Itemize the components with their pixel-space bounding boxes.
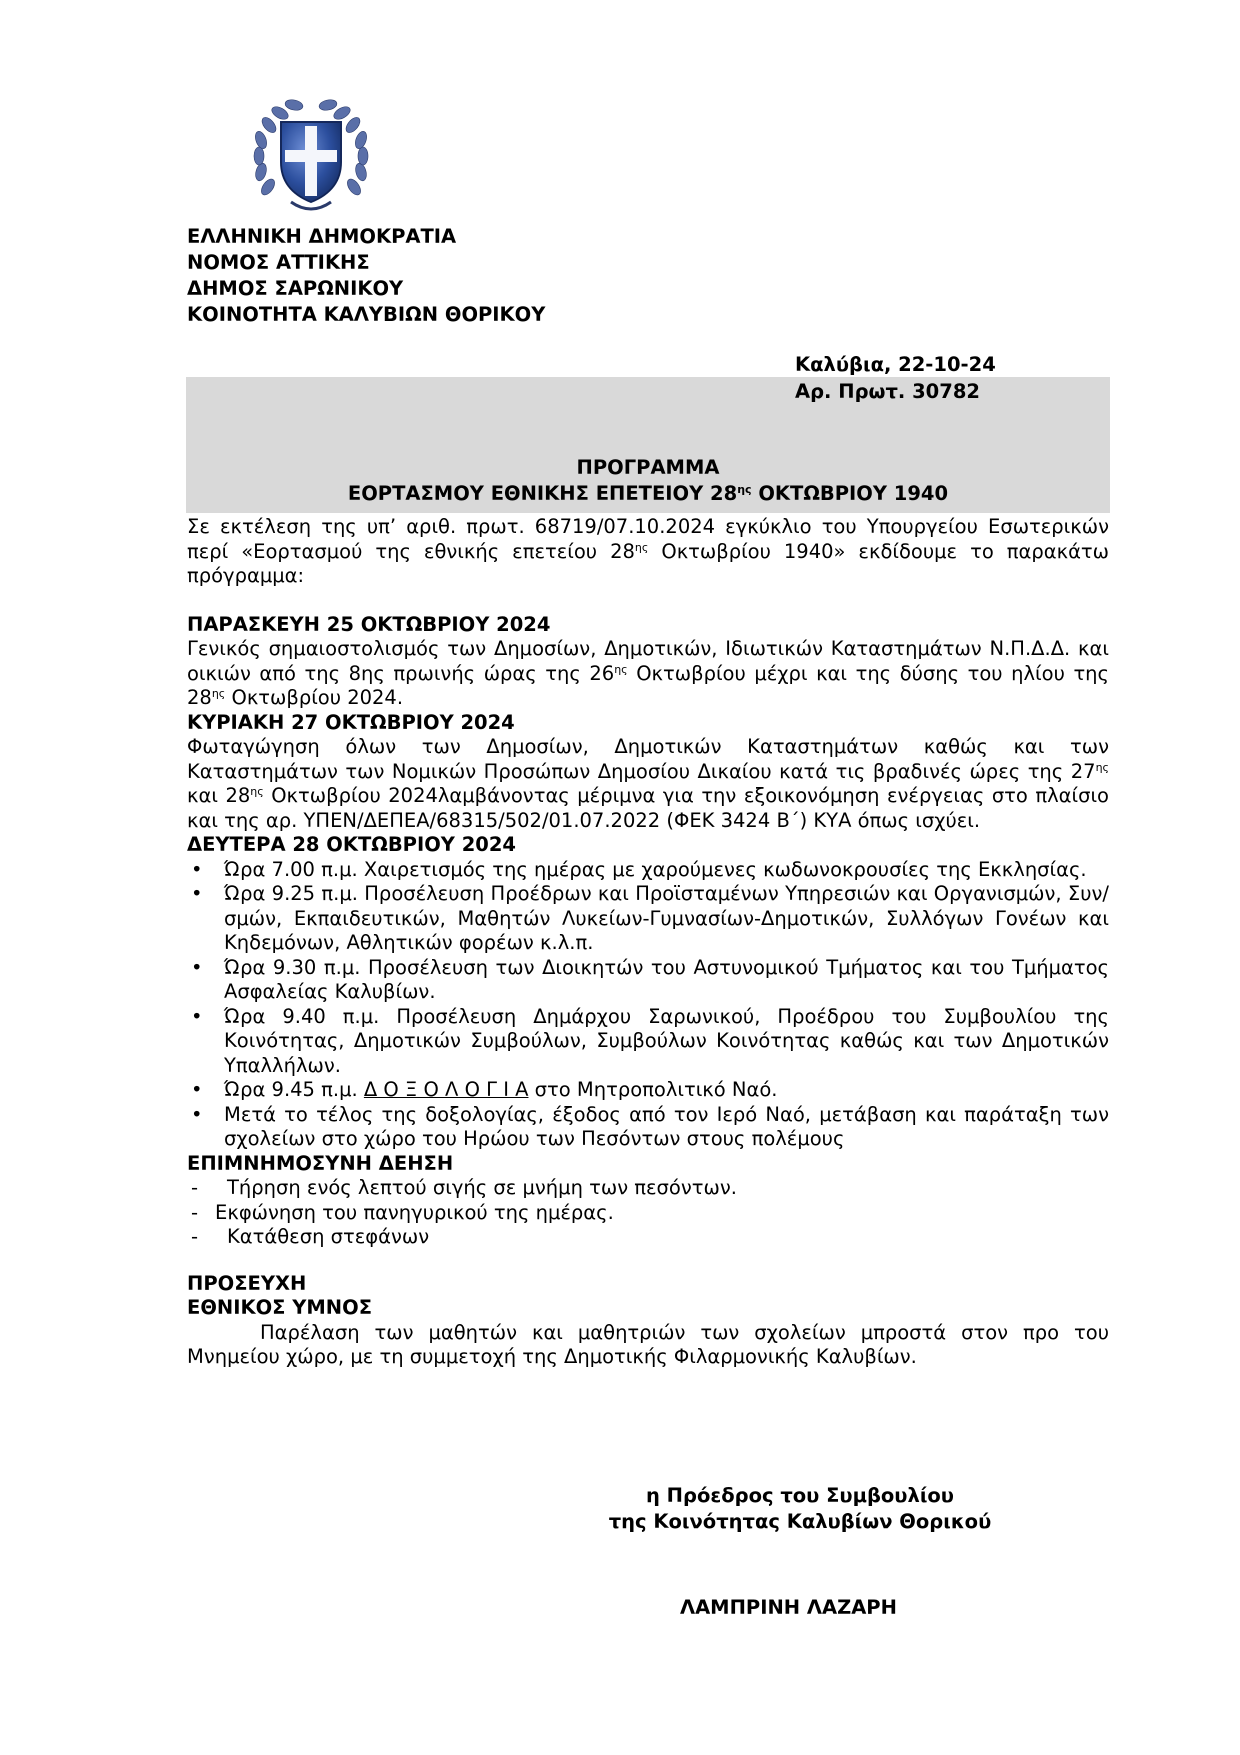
schedule-text: Ώρα 9.30 π.μ. Προσέλευση των Διοικητών του Αστυνομικού Τμήματος και του Τμήματος Ασφαλείας Καλυβίων. <box>224 955 1109 1003</box>
schedule-text: Ώρα 9.40 π.μ. Προσέλευση Δημάρχου Σαρωνικού, Προέδρου του Συμβουλίου της Κοινότητας, Δημοτικών Συμβούλων, Συμβούλων Κοινότητας καθώς και των Δημοτικών Υπαλλήλων. <box>224 1004 1109 1077</box>
anthem-heading: ΕΘΝΙΚΟΣ ΥΜΝΟΣ <box>187 1296 373 1319</box>
list-item <box>187 1176 1109 1201</box>
list-item <box>187 882 1109 956</box>
signature-line-1: η Πρόεδρος του Συμβουλίου <box>646 1484 954 1507</box>
list-item <box>187 858 1109 883</box>
memorial-list <box>187 1176 1109 1250</box>
state-emblem-icon <box>246 92 376 222</box>
document-title <box>186 455 1110 507</box>
intro-text: Σε εκτέλεση της υπ’ αριθ. πρωτ. 68719/07.10.2024 εγκύκλιο του Υπουργείου Εσωτερικών περί «Εορτασμού της εθνικής επετείου 28 <box>187 515 1109 563</box>
header-line-2: ΝΟΜΟΣ ΑΤΤΙΚΗΣ <box>187 251 370 274</box>
intro-paragraph <box>187 515 1109 589</box>
sunday-text-b: και 28 <box>187 784 251 807</box>
schedule-text: Ώρα 9.25 π.μ. Προσέλευση Προέδρων και Προϊσταμένων Υπηρεσιών και Οργανισμών, Συν/σμών, Εκπαιδευτικών, Μαθητών Λυκείων-Γυμνασίων-Δημοτικών, Συλλόγων Γονέων και Κηδεμόνων, Αθλητικών φορέων κ.λ.π. <box>224 882 1109 954</box>
friday-text-a: Γενικός σημαιοστολισμός των Δημοσίων, Δημοτικών, Ιδιωτικών Καταστημάτων Ν.Π.Δ.Δ. και οικιών από της 8ης πρωινής ώρας της 26 <box>187 637 1109 685</box>
signatory-name: ΛΑΜΠΡΙΝΗ ΛΑΖΑΡΗ <box>680 1596 897 1619</box>
date-protocol-block <box>795 351 996 405</box>
friday-text-b: Οκτωβρίου μέχρι και της δύσης του ηλίου της 28 <box>187 661 1109 709</box>
bullet-icon: • <box>191 1102 203 1126</box>
monday-heading: ΔΕΥΤΕΡΑ 28 ΟΚΤΩΒΡΙΟΥ 2024 <box>187 833 516 856</box>
title-ordinal: ης <box>737 483 752 496</box>
monday-schedule-list <box>187 858 1109 1152</box>
bullet-icon: • <box>191 1078 203 1101</box>
sunday-text-c: Οκτωβρίου 2024λαμβάνοντας μέριμνα για την εξοικονόμηση ενέργειας στο πλαίσιο και της αρ. ΥΠΕΝ/ΔΕΠΕΑ/68315/502/01.07.2022 (ΦΕΚ 3424 Β΄) ΚΥΑ όπως ισχύει. <box>187 784 1109 832</box>
friday-text-c: Οκτωβρίου 2024. <box>225 686 404 709</box>
doxology-label: Δ Ο Ξ Ο Λ Ο Γ Ι Α <box>363 1078 529 1101</box>
friday-heading: ΠΑΡΑΣΚΕΥΗ 25 ΟΚΤΩΒΡΙΟΥ 2024 <box>187 612 551 636</box>
document-date: Καλύβια, 22-10-24 <box>795 353 996 376</box>
memorial-text: Εκφώνηση του πανηγυρικού της ημέρας. <box>215 1200 614 1224</box>
title-text: ΕΟΡΤΑΣΜΟΥ ΕΘΝΙΚΗΣ ΕΠΕΤΕΙΟΥ 28 <box>347 482 738 505</box>
sunday-paragraph <box>187 735 1109 833</box>
intro-text-end: Οκτωβρίου 1940» εκδίδουμε το παρακάτω πρόγραμμα: <box>187 539 1109 587</box>
schedule-text: Ώρα 9.45 π.μ. <box>224 1078 364 1101</box>
dash-icon: - <box>191 1176 199 1199</box>
schedule-text: Ώρα 7.00 π.μ. Χαιρετισμός της ημέρας με χαρούμενες κωδωνοκρουσίες της Εκκλησίας. <box>224 857 1087 881</box>
title-line-1: ΠΡΟΓΡΑΜΜΑ <box>576 456 720 479</box>
list-item <box>187 1225 1109 1250</box>
title-line-2 <box>186 481 1110 507</box>
signature-line-2: της Κοινότητας Καλυβίων Θορικού <box>608 1510 992 1533</box>
memorial-heading: ΕΠΙΜΝΗΜΟΣΥΝΗ ΔΕΗΣΗ <box>187 1151 454 1175</box>
sunday-ordinal-b: ης <box>250 785 264 798</box>
header-line-4: ΚΟΙΝΟΤΗΤΑ ΚΑΛΥΒΙΩΝ ΘΟΡΙΚΟΥ <box>187 303 546 326</box>
bullet-icon: • <box>191 857 203 881</box>
friday-ordinal-a: ης <box>614 662 628 676</box>
header-line-1: ΕΛΛΗΝΙΚΗ ΔΗΜΟΚΡΑΤΙΑ <box>187 225 457 248</box>
list-item <box>187 1103 1109 1152</box>
prayer-heading: ΠΡΟΣΕΥΧΗ <box>187 1271 307 1295</box>
list-item <box>187 1078 1109 1103</box>
sunday-ordinal-a: ης <box>1095 760 1109 774</box>
schedule-text-end: στο Μητροπολιτικό Ναό. <box>528 1078 778 1101</box>
memorial-text: Τήρηση ενός λεπτού σιγής σε μνήμη των πεσόντων. <box>227 1176 737 1199</box>
list-item <box>187 956 1109 1005</box>
bullet-icon: • <box>191 882 203 905</box>
schedule-text: Μετά το τέλος της δοξολογίας, έξοδος από τον Ιερό Ναό, μετάβαση και παράταξη των σχολείων στο χώρο του Ηρώου των Πεσόντων στους πολέμους <box>224 1102 1109 1150</box>
dash-icon: - <box>191 1200 199 1224</box>
issuing-authority <box>187 224 545 328</box>
parade-paragraph: Παρέλαση των μαθητών και μαθητριών των σχολείων μπροστά στον προ του Μνημείου χώρο, με τη συμμετοχή της Δημοτικής Φιλαρμονικής Καλυβίων. <box>187 1320 1109 1368</box>
list-item <box>187 1005 1109 1079</box>
friday-paragraph <box>187 637 1109 711</box>
title-text-end: ΟΚΤΩΒΡΙΟΥ 1940 <box>751 482 949 505</box>
friday-ordinal-b: ης <box>211 687 226 700</box>
memorial-text: Κατάθεση στεφάνων <box>227 1225 430 1248</box>
protocol-number: Αρ. Πρωτ. 30782 <box>795 380 980 403</box>
sunday-heading: ΚΥΡΙΑΚΗ 27 ΟΚΤΩΒΡΙΟΥ 2024 <box>187 710 515 734</box>
bullet-icon: • <box>191 955 203 979</box>
list-item <box>187 1201 1109 1226</box>
signature-title <box>590 1483 1010 1535</box>
intro-ordinal: ης <box>634 540 649 554</box>
bullet-icon: • <box>191 1004 203 1028</box>
header-line-3: ΔΗΜΟΣ ΣΑΡΩΝΙΚΟΥ <box>187 277 404 300</box>
dash-icon: - <box>191 1225 199 1248</box>
document-body <box>187 515 1109 1370</box>
sunday-text-a: Φωταγώγηση όλων των Δημοσίων, Δημοτικών Καταστημάτων καθώς και των Καταστημάτων των Νομικών Προσώπων Δημοσίου Δικαίου κατά τις βραδινές ώρες της 27 <box>187 735 1109 783</box>
